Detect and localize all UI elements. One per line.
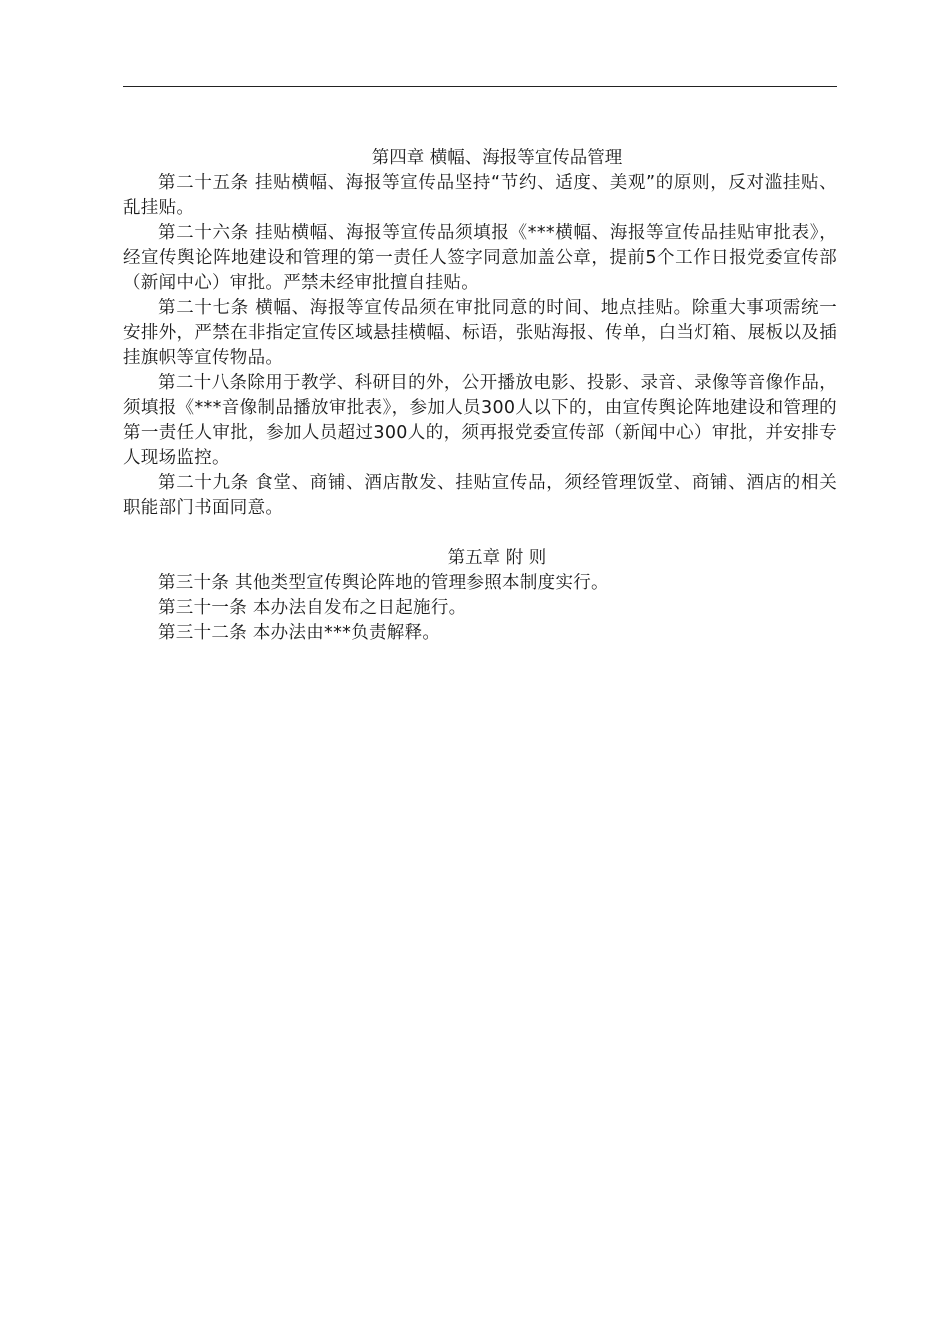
chapter-5-title: 第五章 附 则 xyxy=(447,548,547,568)
article-31: 第三十一条 本办法自发布之日起施行。 xyxy=(158,598,467,618)
section-spacer xyxy=(123,521,837,546)
article-28: 第二十八条除用于教学、科研目的外，公开播放电影、投影、录音、录像等音像作品，须填报《***音像制品播放审批表》，参加人员300人以下的，由宣传舆论阵地建设和管理的第一责任人审批，参加人员超过300人的，须再报党委宣传部（新闻中心）审批，并安排专人现场监控。 xyxy=(123,373,837,468)
article-26: 第二十六条 挂贴横幅、海报等宣传品须填报《***横幅、海报等宣传品挂贴审批表》，经宣传舆论阵地建设和管理的第一责任人签字同意加盖公章，提前5个工作日报党委宣传部（新闻中心）审批。严禁未经审批擅自挂贴。 xyxy=(123,223,837,293)
article-25: 第二十五条 挂贴横幅、海报等宣传品坚持“节约、适度、美观”的原则，反对滥挂贴、乱挂贴。 xyxy=(123,173,837,218)
article-32: 第三十二条 本办法由***负责解释。 xyxy=(158,623,441,643)
header-rule xyxy=(123,86,837,87)
document-body xyxy=(123,146,837,646)
chapter-4-title: 第四章 横幅、海报等宣传品管理 xyxy=(371,148,623,168)
article-30: 第三十条 其他类型宣传舆论阵地的管理参照本制度实行。 xyxy=(158,573,609,593)
article-29: 第二十九条 食堂、商铺、酒店散发、挂贴宣传品，须经管理饭堂、商铺、酒店的相关职能部门书面同意。 xyxy=(123,473,837,518)
article-27: 第二十七条 横幅、海报等宣传品须在审批同意的时间、地点挂贴。除重大事项需统一安排外，严禁在非指定宣传区域悬挂横幅、标语，张贴海报、传单，白当灯箱、展板以及插挂旗帜等宣传物品。 xyxy=(123,298,837,368)
